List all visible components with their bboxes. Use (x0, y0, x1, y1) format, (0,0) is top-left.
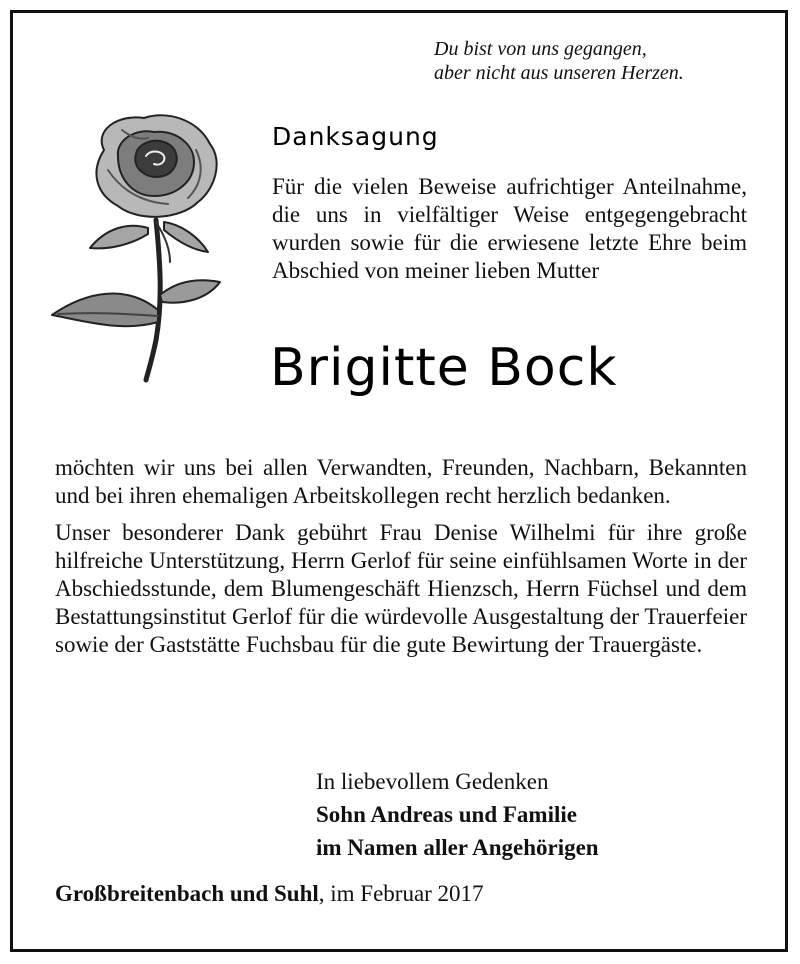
closing-line-1: In liebevollem Gedenken (316, 769, 549, 794)
closing-line-2: Sohn Andreas und Familie (316, 802, 577, 827)
place-date (55, 880, 484, 908)
motto-line-1: Du bist von uns gegangen, (434, 38, 647, 60)
closing (316, 765, 736, 864)
deceased-name: Brigitte Bock (270, 338, 618, 398)
place: Großbreitenbach und Suhl (55, 881, 319, 906)
motto-line-2: aber nicht aus unseren Herzen. (434, 62, 684, 84)
heading-danksagung: Danksagung (272, 122, 439, 151)
intro-text: Für die vielen Beweise aufrichtiger Anteilnahme, die uns in vielfältiger Weise entgegengebracht wurden sowie für die erwiesene letzte Ehre beim Abschied von meiner lieben Mutter (272, 174, 747, 283)
rose-icon (48, 110, 248, 390)
motto (434, 37, 754, 85)
body-paragraph-2: Unser besonderer Dank gebührt Frau Denise Wilhelmi für ihre große hilfreiche Unterstützung, Herrn Gerlof für seine einfühlsamen Worte in der Abschiedsstunde, dem Blumengeschäft Hienzsch, Herrn Füchsel und dem Bestattungsinstitut Gerlof für die würdevolle Ausgestaltung der Trauerfeier sowie der Gaststätte Fuchsbau für die gute Bewirtung der Trauergäste. (55, 520, 747, 657)
body-paragraph-1: möchten wir uns bei allen Verwandten, Freunden, Nachbarn, Bekannten und bei ihren ehemaligen Arbeitskollegen recht herzlich bedanken. (55, 455, 747, 508)
date: , im Februar 2017 (318, 881, 484, 906)
body-text (55, 454, 747, 668)
closing-line-3: im Namen aller Angehörigen (316, 835, 599, 860)
